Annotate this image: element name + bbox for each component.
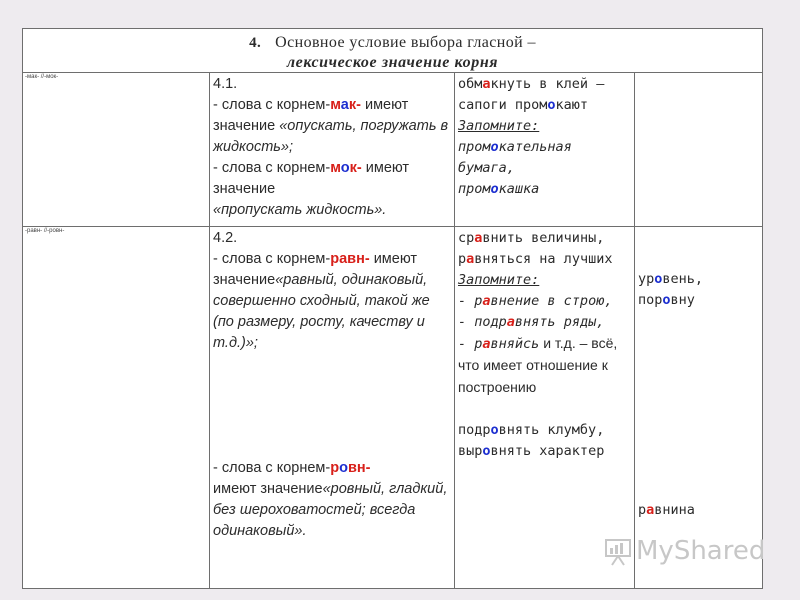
root-letter: м [330, 160, 341, 176]
examples-cell [455, 73, 635, 227]
header-line1: Основное условие выбора гласной – [275, 34, 536, 51]
example-word: пром [458, 139, 491, 155]
rule-subnumber: 4.1. [213, 76, 238, 92]
example-word: - р [458, 336, 483, 352]
rule-phrase: имеют значение [213, 481, 323, 497]
rule-text [210, 227, 454, 542]
example-vowel: а [506, 314, 515, 330]
root-letter: р [330, 251, 340, 267]
exception-word: ур [638, 271, 655, 287]
example-vowel: а [466, 251, 475, 267]
header-line2: лексическое значение корня [286, 54, 499, 71]
exception-vowel: о [662, 292, 671, 308]
example-word: вняться на лучших [474, 251, 613, 267]
example-note: и т.д. – всё, что имеет отношение к построению [458, 335, 618, 395]
watermark [604, 534, 765, 568]
root-label-cell [23, 73, 210, 227]
root-label: -мак- //-мок- [25, 74, 59, 80]
exception-vowel: о [654, 271, 663, 287]
remember-label: Запомните: [458, 118, 540, 134]
exception-word: пор [638, 292, 663, 308]
root-meaning: «пропускать жидкость». [213, 202, 387, 218]
root-letter: вн- [347, 460, 371, 476]
table-header [23, 29, 763, 73]
watermark-text: MyShared [636, 536, 766, 566]
rule-text [210, 73, 454, 221]
spacer [213, 354, 451, 458]
root-letter: к- [349, 160, 362, 176]
exceptions-cell [635, 73, 763, 227]
example-word: подр [458, 422, 491, 438]
rule-phrase: имеют значение [213, 160, 410, 197]
exception-word: вну [670, 292, 695, 308]
example-word: кают [555, 97, 589, 113]
rule-cell [210, 73, 455, 227]
rule-cell [210, 227, 455, 589]
rule-phrase: - слова с корнем- [213, 97, 331, 113]
example-word: ср [458, 230, 475, 246]
rules-table [22, 28, 766, 589]
example-vowel: о [490, 422, 499, 438]
root-vowel: а [339, 251, 348, 267]
root-vowel: а [340, 97, 349, 113]
example-vowel: о [482, 443, 491, 459]
root-letter: к- [348, 97, 361, 113]
root-label-cell [23, 227, 210, 589]
root-label: -равн- //-ровн- [25, 228, 65, 234]
example-word: внять клумбу, [498, 422, 605, 438]
presentation-icon [604, 536, 632, 566]
table-row [23, 73, 763, 227]
examples-text [455, 227, 634, 462]
exception-word: вень, [662, 271, 704, 287]
rule-number: 4. [249, 35, 262, 51]
example-word: - подр [458, 314, 507, 330]
root-vowel: о [340, 160, 350, 176]
spacer [458, 399, 632, 420]
example-word: внение в строю, [490, 293, 613, 309]
rule-subnumber: 4.2. [213, 230, 238, 246]
rule-phrase: - слова с корнем- [213, 160, 331, 176]
example-word: кашка [498, 181, 540, 197]
rule-phrase: - слова с корнем- [213, 460, 331, 476]
rule-phrase: - слова с корнем- [213, 251, 331, 267]
example-word: - р [458, 293, 483, 309]
spacer [638, 311, 760, 500]
example-vowel: а [482, 293, 491, 309]
example-word: вняйсь [490, 336, 540, 352]
exceptions-text [635, 227, 762, 521]
root-meaning: «опускать, погружать в жидкость»; [213, 118, 449, 155]
root-meaning: «ровный, гладкий, без шероховатостей; всегда одинаковый». [213, 481, 448, 539]
remember-label: Запомните: [458, 272, 540, 288]
root-meaning: «равный, одинаковый, совершенно сходный, такой же (по размеру, росту, качеству и т.д.)»; [213, 272, 430, 351]
example-word: внять ряды, [514, 314, 605, 330]
exception-word: внина [654, 502, 695, 518]
example-word: внять характер [490, 443, 605, 459]
example-word: кательная бумага, [458, 139, 572, 176]
root-vowel: о [339, 460, 348, 476]
example-vowel: о [490, 139, 499, 155]
header-row [23, 29, 763, 73]
root-letter: р [330, 460, 340, 476]
example-word: обм [458, 76, 483, 92]
example-word: р [458, 251, 467, 267]
example-vowel: о [547, 97, 556, 113]
example-word: пром [458, 181, 491, 197]
exception-word: р [638, 502, 647, 518]
example-vowel: о [490, 181, 499, 197]
rule-phrase: имеют значение [213, 97, 409, 134]
example-vowel: а [482, 336, 491, 352]
rule-phrase: имеют значение [213, 251, 418, 288]
example-word: сапоги пром [458, 97, 548, 113]
examples-text [455, 73, 634, 200]
example-vowel: а [474, 230, 483, 246]
root-letter: м [330, 97, 341, 113]
exception-vowel: а [646, 502, 655, 518]
example-word: внить величины, [482, 230, 605, 246]
example-word: выр [458, 443, 483, 459]
root-letter: вн- [347, 251, 370, 267]
example-vowel: а [482, 76, 491, 92]
example-word: кнуть в клей – [490, 76, 605, 92]
